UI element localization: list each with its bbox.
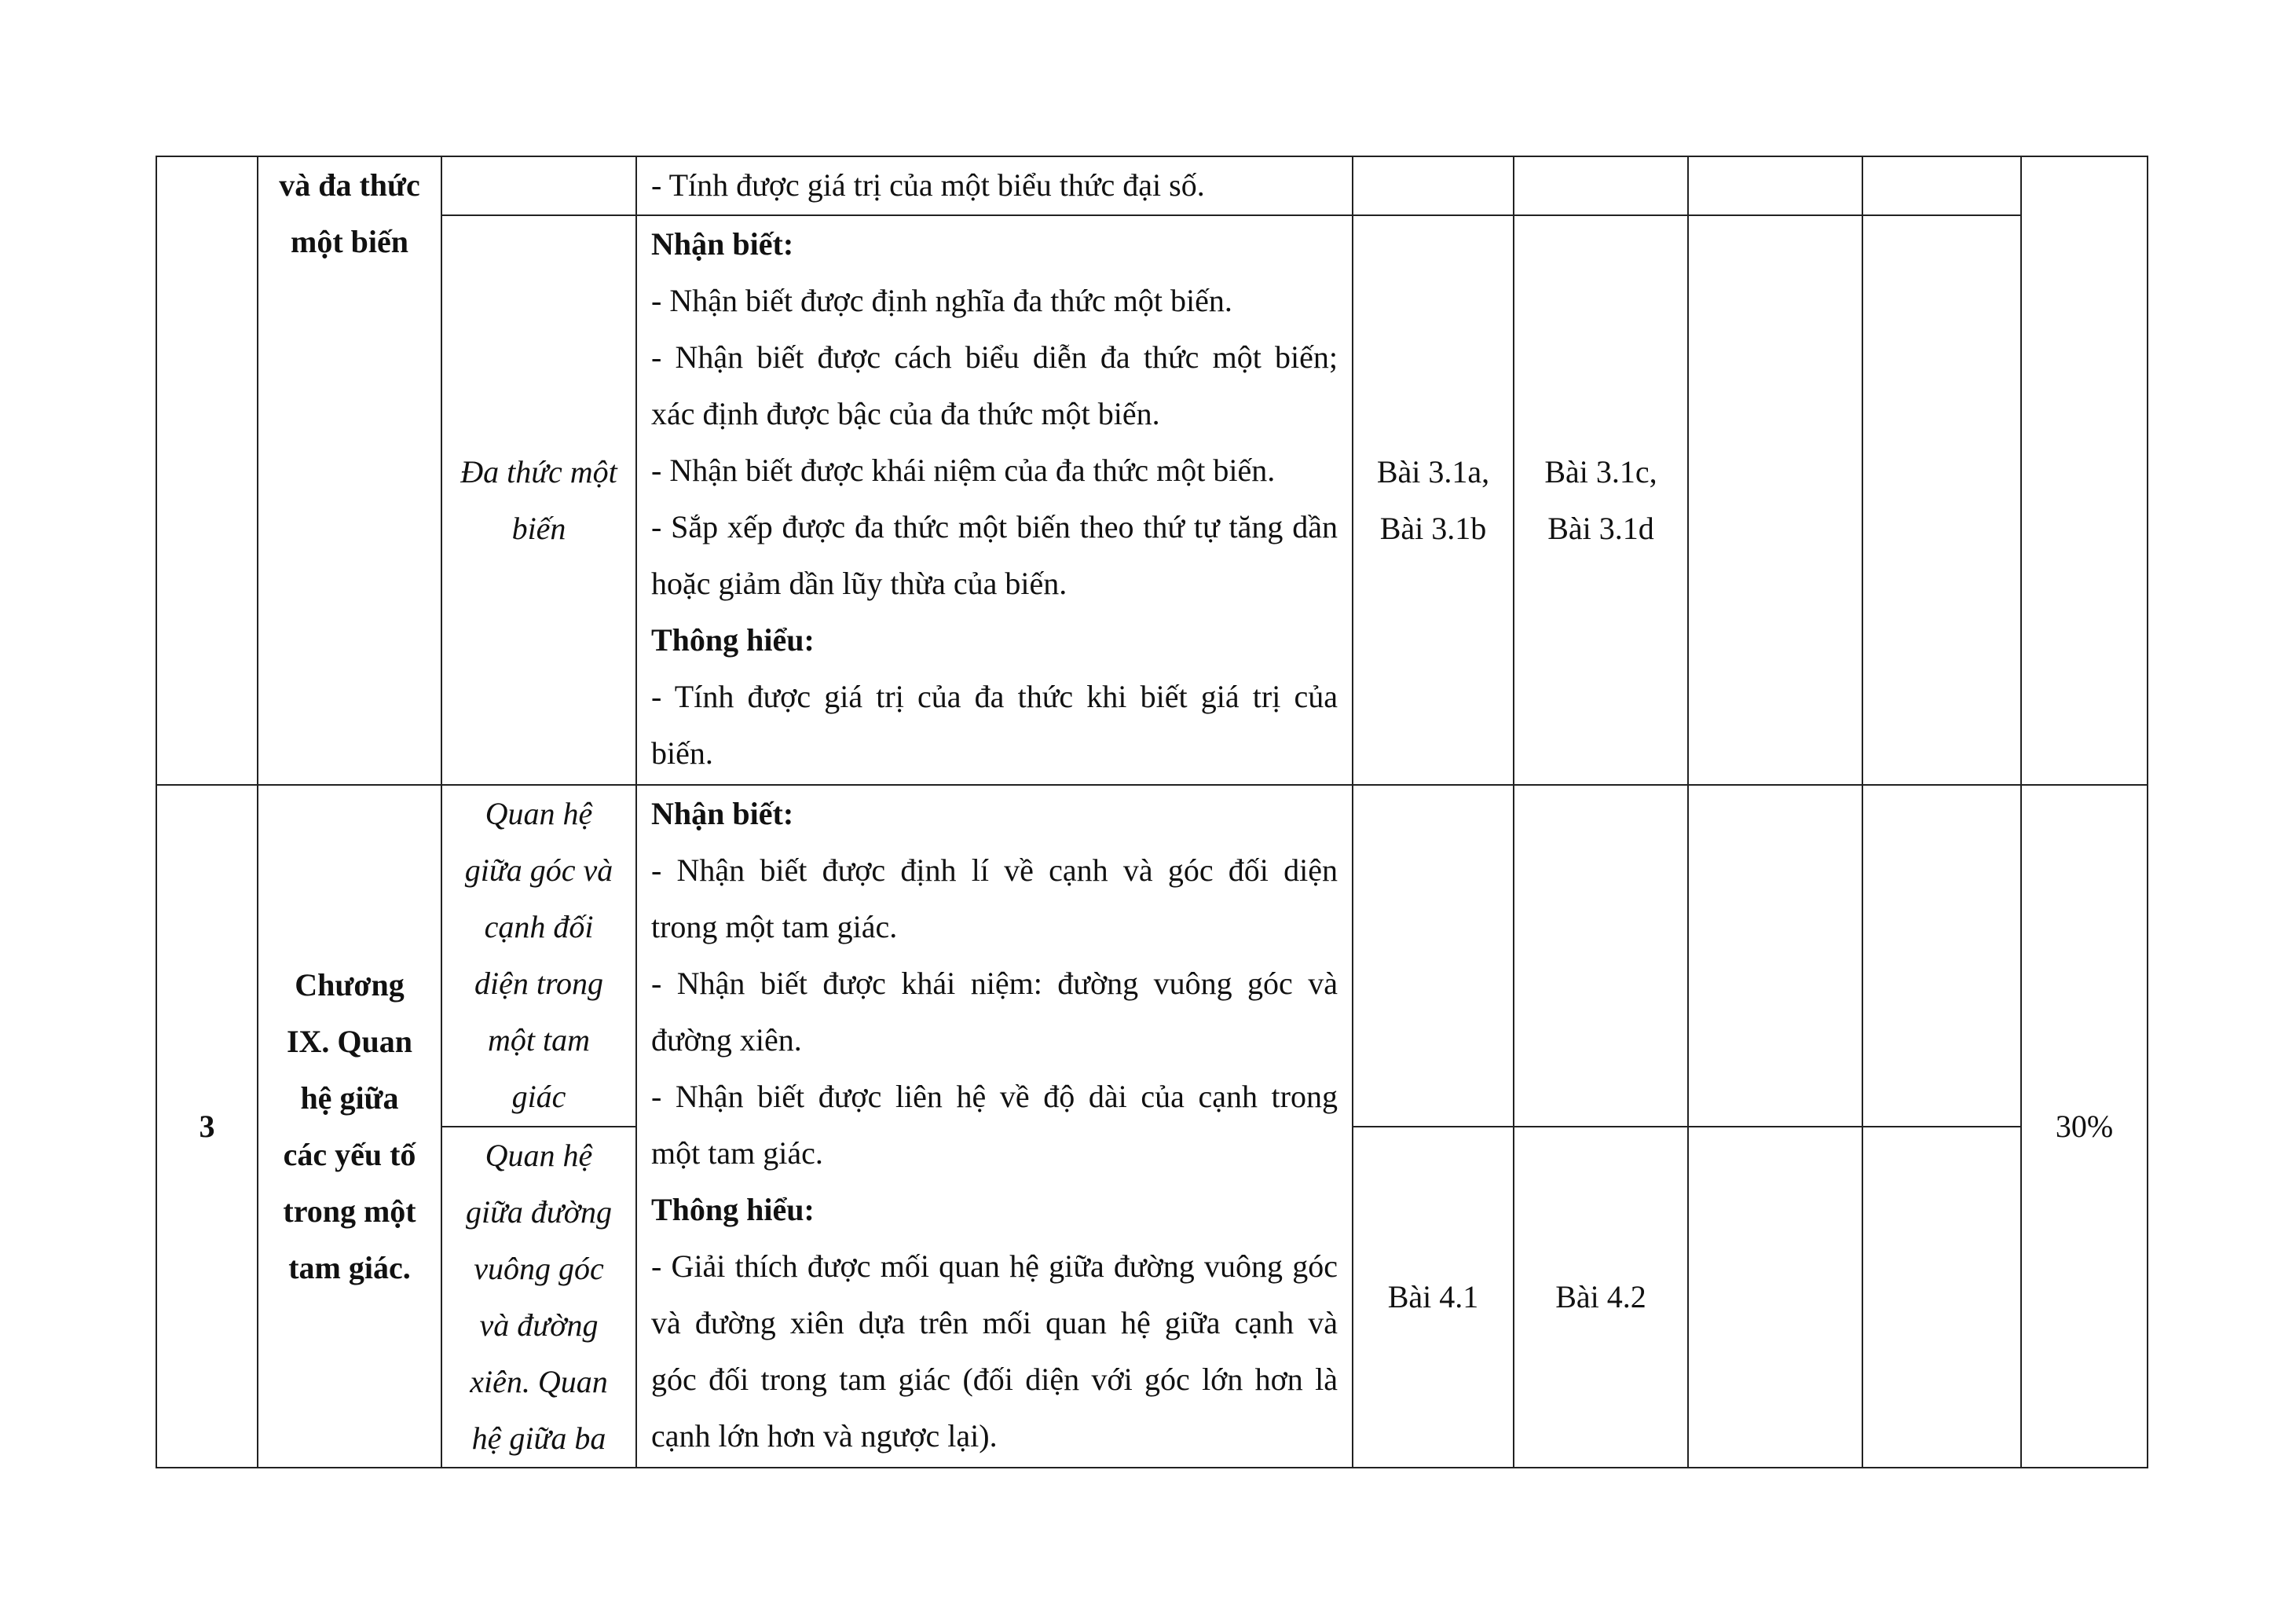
unit-line: một tam xyxy=(488,1022,590,1058)
understand-item: - Tính được giá trị của đa thức khi biết giá trị của xyxy=(651,679,1338,714)
unit-line: vuông góc xyxy=(474,1251,604,1286)
understand-item: cạnh lớn hơn và ngược lại). xyxy=(651,1418,998,1454)
topic-line: các yếu tố xyxy=(283,1136,416,1172)
unit-line: giữa góc và xyxy=(464,852,613,888)
unit-line: Đa thức một xyxy=(460,453,617,489)
recognize-item: hoặc giảm dần lũy thừa của biến. xyxy=(651,566,1067,601)
recognize-item: - Nhận biết được định nghĩa đa thức một biến. xyxy=(651,283,1232,318)
topic-line: hệ giữa xyxy=(300,1080,399,1116)
description-line: - Tính được giá trị của một biểu thức đại số. xyxy=(651,167,1205,203)
recognize-item: trong một tam giác. xyxy=(651,909,898,944)
level3-cell-polynomial xyxy=(1688,215,1862,785)
recognize-item: - Sắp xếp được đa thức một biến theo thứ tự tăng dần xyxy=(651,509,1338,544)
understand-item: - Giải thích được mối quan hệ giữa đường vuông góc xyxy=(651,1248,1338,1284)
understand-heading: Thông hiểu: xyxy=(651,622,815,658)
unit-line: giác xyxy=(511,1079,566,1114)
recognize-item: - Nhận biết được định lí về cạnh và góc đối diện xyxy=(651,852,1338,888)
unit-cell-angle-side xyxy=(441,785,636,1127)
unit-cell-polynomial xyxy=(441,215,636,785)
recognize-heading: Nhận biết: xyxy=(651,226,794,262)
row-number: 3 xyxy=(199,1108,215,1144)
topic-cell-chapter-ix xyxy=(258,785,441,1468)
recognize-heading: Nhận biết: xyxy=(651,796,794,831)
recognize-item: - Nhận biết được cách biểu diễn đa thức một biến; xyxy=(651,339,1338,375)
unit-line: diện trong xyxy=(474,966,604,1001)
level1-cell-angle-side xyxy=(1353,785,1514,1127)
description-cell-chapter-ix xyxy=(636,785,1353,1468)
topic-line: tam giác. xyxy=(288,1249,411,1285)
description-cell xyxy=(636,156,1353,215)
level2-cell-angle-side xyxy=(1514,785,1688,1127)
level4-cell-polynomial xyxy=(1862,215,2021,785)
recognize-item: xác định được bậc của đa thức một biến. xyxy=(651,396,1160,431)
topic-line: và đa thức xyxy=(279,167,420,203)
topic-line: Chương xyxy=(295,966,405,1003)
level1-cell-polynomial xyxy=(1353,215,1514,785)
level-line: Bài 3.1a, xyxy=(1376,453,1490,489)
level2-cell-perpendicular xyxy=(1514,1127,1688,1468)
level4-cell-angle-side xyxy=(1862,785,2021,1127)
level-line: Bài 4.1 xyxy=(1387,1279,1479,1314)
matrix-table xyxy=(156,156,2148,1468)
level-line: Bài 3.1c, xyxy=(1544,453,1657,489)
percent-cell xyxy=(2021,785,2148,1468)
level-line: Bài 4.2 xyxy=(1555,1279,1646,1314)
recognize-item: - Nhận biết được liên hệ về độ dài của cạnh trong xyxy=(651,1079,1338,1114)
recognize-item: - Nhận biết được khái niệm của đa thức một biến. xyxy=(651,453,1276,488)
recognize-item: một tam giác. xyxy=(651,1135,823,1171)
level1-cell-empty xyxy=(1353,156,1514,215)
topic-line: một biến xyxy=(291,224,408,259)
unit-line: giữa đường xyxy=(465,1194,613,1230)
recognize-item: đường xiên. xyxy=(651,1022,802,1058)
understand-heading: Thông hiểu: xyxy=(651,1192,815,1227)
level-line: Bài 3.1d xyxy=(1547,510,1654,546)
number-cell-continued xyxy=(156,156,258,785)
unit-line: Quan hệ xyxy=(485,1138,593,1173)
unit-cell-empty xyxy=(441,156,636,215)
unit-line: hệ giữa ba xyxy=(471,1421,606,1456)
level-line: Bài 3.1b xyxy=(1379,510,1487,546)
topic-cell-continued xyxy=(258,156,441,785)
unit-cell-perpendicular-oblique xyxy=(441,1127,636,1468)
percent-cell-continued xyxy=(2021,156,2148,785)
level3-cell-angle-side xyxy=(1688,785,1862,1127)
understand-item: góc đối trong tam giác (đối diện với góc lớn hơn là xyxy=(651,1362,1338,1397)
recognize-item: - Nhận biết được khái niệm: đường vuông góc và xyxy=(651,966,1338,1001)
level4-cell-empty xyxy=(1862,156,2021,215)
level3-cell-perpendicular xyxy=(1688,1127,1862,1468)
understand-item: và đường xiên dựa trên mối quan hệ giữa cạnh và xyxy=(651,1305,1338,1340)
level2-cell-polynomial xyxy=(1514,215,1688,785)
percent-value: 30% xyxy=(2055,1108,2114,1144)
description-cell-polynomial xyxy=(636,215,1353,785)
understand-item: biến. xyxy=(651,735,713,771)
unit-line: biến xyxy=(511,510,566,546)
topic-line: IX. Quan xyxy=(286,1023,413,1059)
level4-cell-perpendicular xyxy=(1862,1127,2021,1468)
unit-line: Quan hệ xyxy=(485,796,593,831)
topic-line: trong một xyxy=(283,1193,416,1229)
level2-cell-empty xyxy=(1514,156,1688,215)
unit-line: cạnh đối xyxy=(484,909,594,944)
level3-cell-empty xyxy=(1688,156,1862,215)
number-cell xyxy=(156,785,258,1468)
unit-line: và đường xyxy=(479,1307,599,1343)
level1-cell-perpendicular xyxy=(1353,1127,1514,1468)
unit-line: xiên. Quan xyxy=(470,1364,608,1399)
